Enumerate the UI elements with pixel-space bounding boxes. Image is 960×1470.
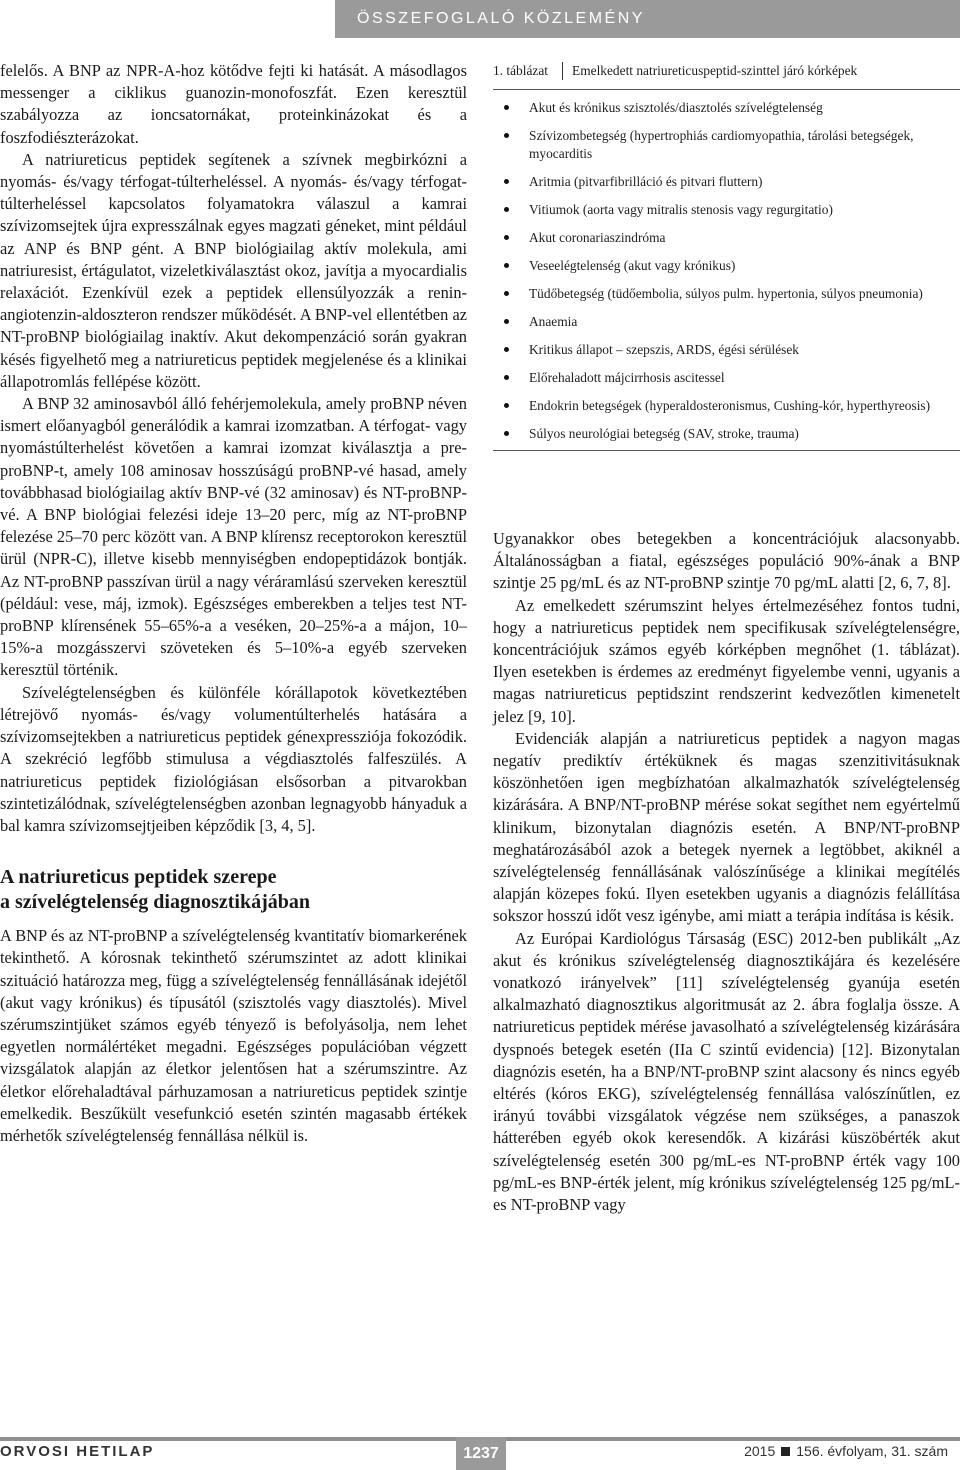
table-item-text: Tüdőbetegség (tüdőembolia, súlyos pulm. hypertonia, súlyos pneumonia) — [529, 285, 923, 301]
bullet-icon — [504, 319, 509, 324]
table-item-text: Akut coronariaszindróma — [529, 229, 666, 245]
page-footer — [0, 1437, 960, 1470]
bullet-icon — [504, 403, 509, 408]
table-1 — [493, 62, 960, 451]
bullet-icon — [504, 207, 509, 212]
table-list-item — [493, 201, 960, 219]
table-item-text: Súlyos neurológiai betegség (SAV, stroke, trauma) — [529, 425, 799, 441]
journal-name: ORVOSI HETILAP — [0, 1443, 155, 1460]
table-list-item — [493, 369, 960, 387]
table-list-item — [493, 313, 960, 331]
square-separator-icon — [781, 1447, 790, 1456]
table-list-item — [493, 285, 960, 303]
paragraph: A BNP és az NT-proBNP a szívelégtelenség kvantitatív biomarkerének tekinthető. A kórosnak tekinthető szérumszintet az adott klinikai szituáció határozza meg, függ a szívelégtelenség fennállásának idejétől (akut vagy krónikus) és típusától (szisztolés vagy diasztolés). Mivel szérumszintjüket számos egyéb tényező is befolyásolja, nem lehet egyetlen normálértéket megadni. Egészséges populációban végzett vizsgálatok alapján az életkor jelentősen hat a szérumszintre. Az életkor előrehaladtával párhuzamosan a natriureticus peptidek szintje emelkedik. Beszűkült vesefunkció esetén szintén magasabb értékek mérhetők szívelégtelenség fennállása nélkül is. — [0, 926, 467, 1145]
table-item-text: Kritikus állapot – szepszis, ARDS, égési sérülések — [529, 341, 800, 357]
paragraph: Az Európai Kardiológus Társaság (ESC) 2012-ben publikált „Az akut és krónikus szívelégtelenség diagnosztikájára és kezelésére vonatkozó irányelvek” [11] szívelégtelenség gyanúja esetén alkalmazható diagnosztikus algoritmusát az 2. ábra foglalja össze. A natriureticus peptidek mérése javasolható a szívelégtelenség kizárására dyspnoés betegek esetén (IIa C szintű evidencia) [12]. Bizonytalan diagnózis esetén, ha a BNP/NT-proBNP szint alacsony és nincs egyéb eltérés (kóros EKG), szívelégtelenség fennállása valószínűtlen, ez irányú további vizsgálatok végzése nem szükséges, a panaszok hátterében egyéb okok keresendők. A kizárási küszöbérték akut szívelégtelenség esetén 300 pg/mL-es NT-proBNP érték vagy 100 pg/mL-es BNP-érték jelent, míg krónikus szívelégtelenség 125 pg/mL-es NT-proBNP vagy — [493, 928, 960, 1215]
paragraph: A BNP 32 aminosavból álló fehérjemolekula, amely proBNP néven ismert előanyagból generálódik a kamrai izomzatban. A térfogat- vagy nyomástúlterhelést követően a kamrai izomzat kiválasztja a pre-proBNP-t, amely 108 aminosav hosszúságú proBNP-vé hasad, amely továbbhasad biológiailag aktív BNP-vé (32 aminosav) és NT-proBNP-vé. A BNP biológiai felezési ideje 13–20 perc, míg az NT-proBNP felezése 25–70 perc között van. A BNP klírensz receptorokon keresztül ürül (NPR-C), illetve kisebb mennyiségben endopeptidázok bontják. Az NT-proBNP passzívan ürül a nagy véráramlású szerveken keresztül (például: vese, máj, izmok). Egészséges emberekben a teljes test NT-proBNP klírensének 55–65%-a a veséken, 20–25%-a a májon, 10–15%-a mozgásszervi szöveteken és 5–10%-a egyéb szerveken keresztül történik. — [0, 394, 467, 680]
paragraph: felelős. A BNP az NPR-A-hoz kötődve fejti ki hatását. A másodlagos messenger a ciklikus guanozin-monofoszfát. Ezen keresztül szabályozza az ioncsatornákat, proteinkinázokat és a foszfodiészterázokat. — [0, 61, 467, 147]
section-label: ÖSSZEFOGLALÓ KÖZLEMÉNY — [335, 0, 960, 38]
bullet-icon — [504, 375, 509, 380]
table-list-item — [493, 257, 960, 275]
table-list-item — [493, 173, 960, 191]
right-column — [493, 528, 960, 1216]
table-item-text: Akut és krónikus szisztolés/diasztolés szívelégtelenség — [529, 100, 823, 115]
table-item-text: Előrehaladott májcirrhosis ascitessel — [529, 369, 725, 385]
table-item-text: Anaemia — [529, 313, 578, 329]
bullet-icon — [504, 235, 509, 240]
issue-year: 2015 — [744, 1443, 776, 1459]
bullet-icon — [504, 347, 509, 352]
paragraph: Ugyanakkor obes betegekben a koncentrációjuk alacsonyabb. Általánosságban a fiatal, egészséges populáció 90%-ának a BNP szintje 25 pg/mL és az NT-proBNP szintje 70 pg/mL alatti [2, 6, 7, 8]. — [493, 529, 960, 593]
table-list-item — [493, 127, 960, 162]
paragraph: A natriureticus peptidek segítenek a szívnek megbirkózni a nyomás- és/vagy térfogat-túlterheléssel. A nyomás- és/vagy térfogat-túlterheléssel kapcsolatos folyamatokra válaszul a kamrai szívizomsejtek újra expresszálnak egyes magzati géneket, mint például az ANP és BNP gént. A BNP biológiailag aktív molekula, ami natriuresist, értágulatot, vizeletkiválasztást okoz, javítja a myocardialis relaxációt. Ezenkívül ezek a peptidek ellensúlyozzák a renin-angiotenzin-aldoszteron rendszer működését. A BNP-vel ellentétben az NT-proBNP biológiailag inaktív. Akut dekompenzáció során gyakran késés figyelhető meg a natriureticus peptidek megjelenése és a klinikai állapotromlás fellépése között. — [0, 149, 467, 391]
bullet-icon — [504, 179, 509, 184]
bullet-icon — [504, 105, 509, 110]
left-column — [0, 60, 467, 1147]
table-item-text: Vitiumok (aorta vagy mitralis stenosis vagy regurgitatio) — [529, 201, 833, 217]
heading-line-2: a szívelégtelenség diagnosztikájában — [0, 891, 310, 914]
table-title: Emelkedett natriureticuspeptid-szinttel járó kórképek — [572, 63, 858, 78]
table-item-text: Veseelégtelenség (akut vagy krónikus) — [529, 257, 736, 273]
table-list-item — [493, 397, 960, 415]
table-list — [493, 90, 960, 451]
table-list-item — [493, 341, 960, 359]
table-list-item — [493, 425, 960, 443]
table-header-divider — [562, 62, 563, 80]
bullet-icon — [504, 291, 509, 296]
table-item-text: Szívizombetegség (hypertrophiás cardiomyopathia, tárolási betegségek, myocarditis — [529, 128, 914, 161]
bullet-icon — [504, 263, 509, 268]
paragraph: Evidenciák alapján a natriureticus peptidek a nagyon magas negatív prediktív értéküknek és magas szenzitivitásuknak köszönhetően igen megbízhatóan alkalmazhatók szívelégtelenség kizárására. A BNP/NT-proBNP mérése sokat segíthet nem egyértelmű klinikum, bizonytalan diagnózis esetén. A BNP/NT-proBNP meghatározásából azok a betegek nyernek a legtöbbet, akiknél a szívelégtelenség fennállásának valószínűsége a klinikai megítélés alapján közepes fokú. Ilyen esetekben ugyanis a diagnózis felállítása sokszor hosszú időt vesz igénybe, ami miatt a terápia indítása is késik. — [493, 728, 960, 926]
issue-info — [744, 1443, 948, 1459]
bullet-icon — [504, 431, 509, 436]
table-item-text: Aritmia (pitvarfibrilláció és pitvari fluttern) — [529, 173, 763, 189]
heading-line-1: A natriureticus peptidek szerepe — [0, 866, 277, 889]
page-number: 1237 — [456, 1437, 506, 1470]
table-number: 1. táblázat — [493, 63, 549, 78]
issue-volume: 156. évfolyam, 31. szám — [796, 1443, 948, 1459]
table-item-text: Endokrin betegségek (hyperaldosteronismus, Cushing-kór, hyperthyreosis) — [529, 397, 931, 413]
bullet-icon — [504, 133, 509, 138]
table-list-item — [493, 99, 960, 117]
table-header — [493, 62, 960, 90]
table-list-item — [493, 229, 960, 247]
section-heading — [0, 865, 467, 915]
paragraph: Szívelégtelenségben és különféle kórállapotok következtében létrejövő nyomás- és/vagy volumentúlterhelés hatására a szívizomsejtekben a natriureticus peptidek génexpressziója fokozódik. A szekréció legfőbb stimulusa a végdiasztolés falfeszülés. A natriureticus peptidek fiziológiásan elsősorban a pitvarokban szintetizálódnak, szívelégtelenségben azonban legnagyobb hányaduk a bal kamra szívizomsejtjeiben képződik [3, 4, 5]. — [0, 682, 467, 835]
paragraph: Az emelkedett szérumszint helyes értelmezéséhez fontos tudni, hogy a natriureticus peptidek nem specifikusak szívelégtelenségre, koncentrációjuk számos egyéb kórképben megnőhet (1. táblázat). Ilyen esetekben is érdemes az eredményt figyelembe venni, ugyanis a magas natriureticus peptidszint rendszerint kedvezőtlen kimenetelt jelez [9, 10]. — [493, 595, 960, 726]
